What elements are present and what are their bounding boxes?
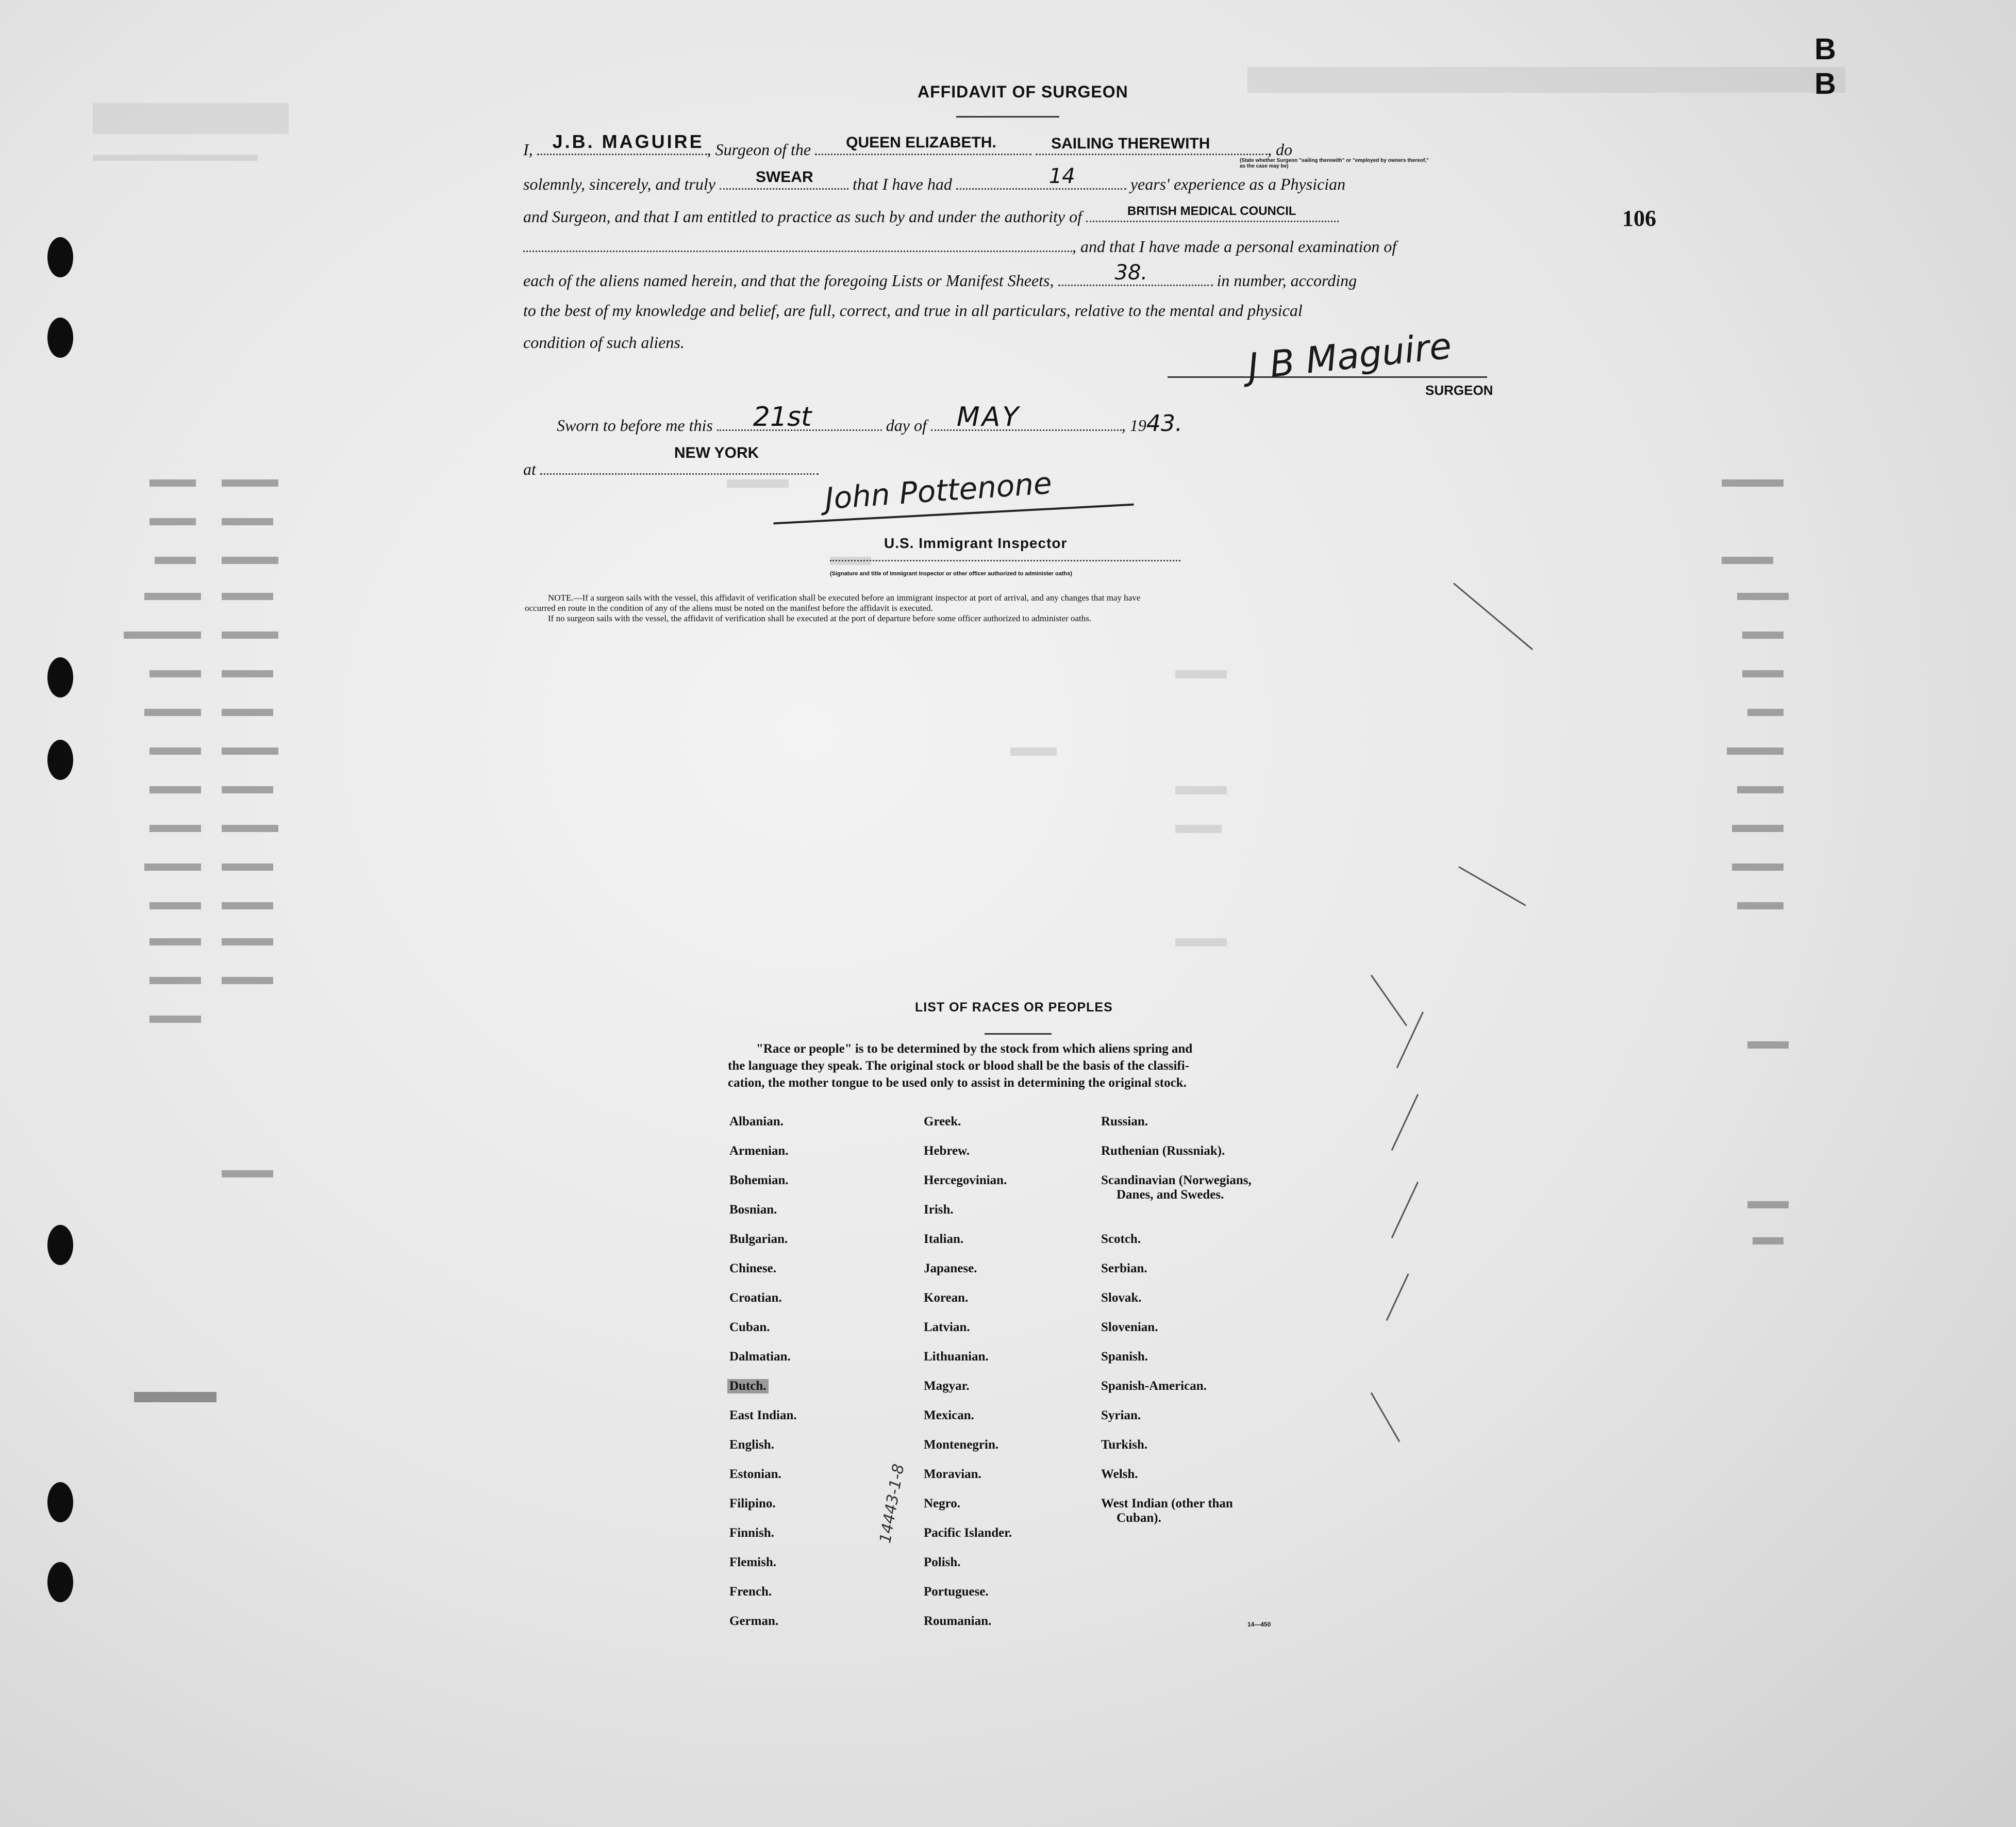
race-item: Croatian. — [729, 1291, 782, 1305]
affidavit-line-1: I, J.B. MAGUIRE , Surgeon of the QUEEN ELIZABETH. SAILING THEREWITH , do — [523, 131, 1293, 159]
punch-hole — [47, 1562, 73, 1602]
punch-hole — [47, 237, 73, 277]
race-item: Finnish. — [729, 1526, 774, 1540]
race-item: Welsh. — [1101, 1467, 1138, 1481]
surgeon-name: J.B. MAGUIRE — [552, 131, 704, 152]
inspector-caption: (Signature and title of Immigrant Inspector or other officer authorized to administer oaths) — [830, 571, 1072, 577]
race-item: Estonian. — [729, 1467, 781, 1481]
race-item: Ruthenian (Russniak). — [1101, 1144, 1225, 1158]
race-item: Pacific Islander. — [924, 1526, 1012, 1540]
race-item: Syrian. — [1101, 1408, 1141, 1422]
race-item: Armenian. — [729, 1144, 789, 1158]
affidavit-line-7: condition of such aliens. — [523, 333, 685, 352]
race-item: Greek. — [924, 1115, 961, 1128]
race-item: Scotch. — [1101, 1232, 1141, 1246]
title-rule — [956, 116, 1059, 118]
race-item: Polish. — [924, 1555, 961, 1569]
sworn-year: 43. — [1146, 410, 1182, 437]
page-number: 106 — [1622, 206, 1656, 231]
race-item: Dalmatian. — [729, 1350, 791, 1364]
race-item: Moravian. — [924, 1467, 981, 1481]
race-item: Spanish-American. — [1101, 1379, 1207, 1393]
race-item: Chinese. — [729, 1261, 776, 1275]
surgeon-label: SURGEON — [1425, 383, 1493, 398]
race-item: Hercegovinian. — [924, 1173, 1007, 1187]
race-item: Portuguese. — [924, 1585, 989, 1599]
ship-name: QUEEN ELIZABETH. — [846, 134, 996, 151]
inspector-line — [830, 560, 1180, 561]
affidavit-title: AFFIDAVIT OF SURGEON — [918, 82, 1128, 101]
race-item-highlighted: Dutch. — [727, 1379, 769, 1393]
race-item: Latvian. — [924, 1320, 970, 1334]
authority: BRITISH MEDICAL COUNCIL — [1127, 204, 1296, 218]
race-item-continued: Cuban). — [1117, 1511, 1161, 1525]
race-item: German. — [729, 1614, 779, 1628]
affidavit-line-4: , and that I have made a personal examination of — [523, 237, 1396, 256]
form-number: 14—450 — [1247, 1621, 1271, 1628]
affidavit-line-3: and Surgeon, and that I am entitled to practice as such by and under the authority of BRITISH MEDICAL COUNCIL — [523, 205, 1339, 226]
race-item: Filipino. — [729, 1497, 776, 1510]
surgeon-signature: J B Maguire — [1245, 324, 1454, 388]
race-item: French. — [729, 1585, 772, 1599]
race-item-continued: Danes, and Swedes. — [1117, 1188, 1224, 1202]
race-item: Roumanian. — [924, 1614, 992, 1628]
race-item: Korean. — [924, 1291, 969, 1305]
affidavit-line-2: solemnly, sincerely, and truly SWEAR that I have had 14 years' experience as a Physician — [523, 164, 1346, 193]
race-item: Mexican. — [924, 1408, 974, 1422]
affidavit-line-6: to the best of my knowledge and belief, are full, correct, and true in all particulars, relative to the mental and physical — [523, 301, 1303, 320]
years-experience: 14 — [1048, 164, 1075, 188]
note-block — [525, 593, 1494, 624]
note-line-3: If no surgeon sails with the vessel, the affidavit of verification shall be executed at the port of departure before some officer authorized to administer oaths. — [548, 613, 1092, 623]
status-note: (State whether Surgeon "sailing therewith" or "employed by owners thereof," as the case may be) — [1240, 158, 1429, 169]
race-item: English. — [729, 1438, 774, 1452]
inspector-title: U.S. Immigrant Inspector — [884, 535, 1068, 551]
race-item: Bulgarian. — [729, 1232, 788, 1246]
race-item: Negro. — [924, 1497, 961, 1510]
race-item: East Indian. — [729, 1408, 797, 1422]
surgeon-status: SAILING THEREWITH — [1051, 135, 1210, 152]
races-title-rule — [985, 1033, 1052, 1035]
race-item: Italian. — [924, 1232, 964, 1246]
sworn-day: 21st — [753, 402, 812, 433]
race-item: Turkish. — [1101, 1438, 1148, 1452]
punch-hole — [47, 1225, 73, 1265]
note-line-1: NOTE.—If a surgeon sails with the vessel, this affidavit of verification shall be executed before an immigrant inspector at port of arrival, and any changes that may have — [548, 593, 1141, 603]
inspector-signature: John Pottenone — [824, 465, 1053, 517]
race-item: Slovak. — [1101, 1291, 1142, 1305]
punch-hole — [47, 318, 73, 358]
race-item: Cuban. — [729, 1320, 770, 1334]
race-item: Slovenian. — [1101, 1320, 1158, 1334]
sworn-place: NEW YORK — [674, 444, 759, 461]
races-intro-line-3: cation, the mother tongue to be used only to assist in determining the original stock. — [728, 1076, 1187, 1090]
punch-hole — [47, 1482, 73, 1522]
punch-hole — [47, 657, 73, 697]
punch-hole — [47, 740, 73, 780]
race-item: Montenegrin. — [924, 1438, 999, 1452]
races-title: LIST OF RACES OR PEOPLES — [915, 1000, 1113, 1015]
at-line: at NEW YORK — [523, 458, 819, 479]
races-intro-line-2: the language they speak. The original stock or blood shall be the basis of the classifi- — [728, 1059, 1189, 1073]
races-intro — [728, 1040, 1192, 1091]
affidavit-line-5: each of the aliens named herein, and that the foregoing Lists or Manifest Sheets, 38. in number, according — [523, 261, 1357, 290]
race-item: Russian. — [1101, 1115, 1148, 1128]
sheet-count: 38. — [1114, 261, 1148, 285]
race-item: Magyar. — [924, 1379, 970, 1393]
race-item: Hebrew. — [924, 1144, 970, 1158]
race-item: Serbian. — [1101, 1261, 1147, 1275]
race-item: Japanese. — [924, 1261, 977, 1275]
race-item: Lithuanian. — [924, 1350, 989, 1364]
race-item: West Indian (other than — [1101, 1497, 1233, 1510]
races-intro-line-1: "Race or people" is to be determined by the stock from which aliens spring and — [756, 1042, 1193, 1056]
race-item: Bohemian. — [729, 1173, 789, 1187]
corner-marks: B B — [1814, 32, 1898, 101]
oath-word: SWEAR — [755, 169, 813, 186]
race-item: Albanian. — [729, 1115, 784, 1128]
race-item: Irish. — [924, 1203, 954, 1217]
race-item: Scandinavian (Norwegians, — [1101, 1173, 1252, 1187]
race-item: Flemish. — [729, 1555, 776, 1569]
note-line-2: occurred en route in the condition of any of the aliens must be noted on the manifest before the affidavit is executed. — [525, 603, 933, 613]
race-item: Bosnian. — [729, 1203, 777, 1217]
sworn-month: MAY — [956, 402, 1021, 433]
race-item: Spanish. — [1101, 1350, 1148, 1364]
stamp-id: 14443-1-8 — [876, 1463, 908, 1545]
sworn-line: Sworn to before me this 21st day of MAY , 1943. — [557, 402, 1182, 437]
